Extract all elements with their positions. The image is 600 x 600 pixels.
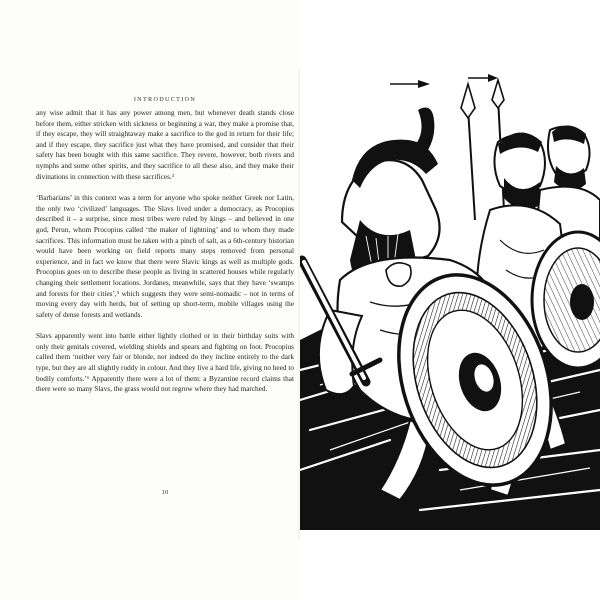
warriors-illustration bbox=[300, 70, 600, 530]
right-page bbox=[300, 0, 600, 600]
body-text bbox=[36, 108, 294, 395]
running-head: INTRODUCTION bbox=[133, 96, 197, 103]
woodcut-warriors-image bbox=[300, 70, 600, 530]
paragraph-2: ‘Barbarians’ in this context was a term for anyone who spoke neither Greek nor Latin, the only two ‘civilized’ languages. The Slavs lived under a democracy, as Procopius described it – a surprise, since most tribes were ruled by kings – and believed in one god, Perun, whom Procopius called ‘the maker of lightning’ and to whom they made sacrifices. This information must be taken with a pinch of salt, as a 6th-century historian would have been working on field reports many steps removed from personal experience, and in fact we know that there were Slavic kings as well as multiple gods. Procopius goes on to describe these people as living in scattered houses while regularly changing their settlement locations. Jordanes, meanwhile, says that they have ‘swamps and forests for their cities’,⁵ which suggests they were semi-nomadic – not in terms of moving every day with herds, but of setting up short-term, mobile villages using the safety of dense forests and wetlands. bbox=[36, 194, 294, 319]
page-number: 10 bbox=[161, 489, 169, 496]
book-gutter-shadow bbox=[298, 70, 301, 540]
paragraph-3: Slavs apparently went into battle either lightly clothed or in their birthday suits with only their genitals covered, wielding shields and spears and fighting on foot. Procopius called them ‘neither very fair or blonde, nor indeed do they incline entirely to the dark type, but they are all slightly ruddy in colour. And they live a hard life, giving no heed to bodily comforts.’⁶ Apparently there were a lot of them: a Byzantine record claims that there were so many Slavs, the grass would not regrow where they had marched. bbox=[36, 332, 294, 394]
paragraph-1: any wise admit that it has any power among men, but whenever death stands close before them, either stricken with sickness or beginning a war, they make a promise that, if they escape, they will straightaway make a sacrifice to the god in return for their life; and if they escape, they sacrifice just what they have promised, and consider that their safety has been bought with this same sacrifice. They revere, however, both rivers and nymphs and some other spirits, and they sacrifice to all these also, and they make their divinations in connection with these sacrifices.³ bbox=[36, 109, 294, 181]
